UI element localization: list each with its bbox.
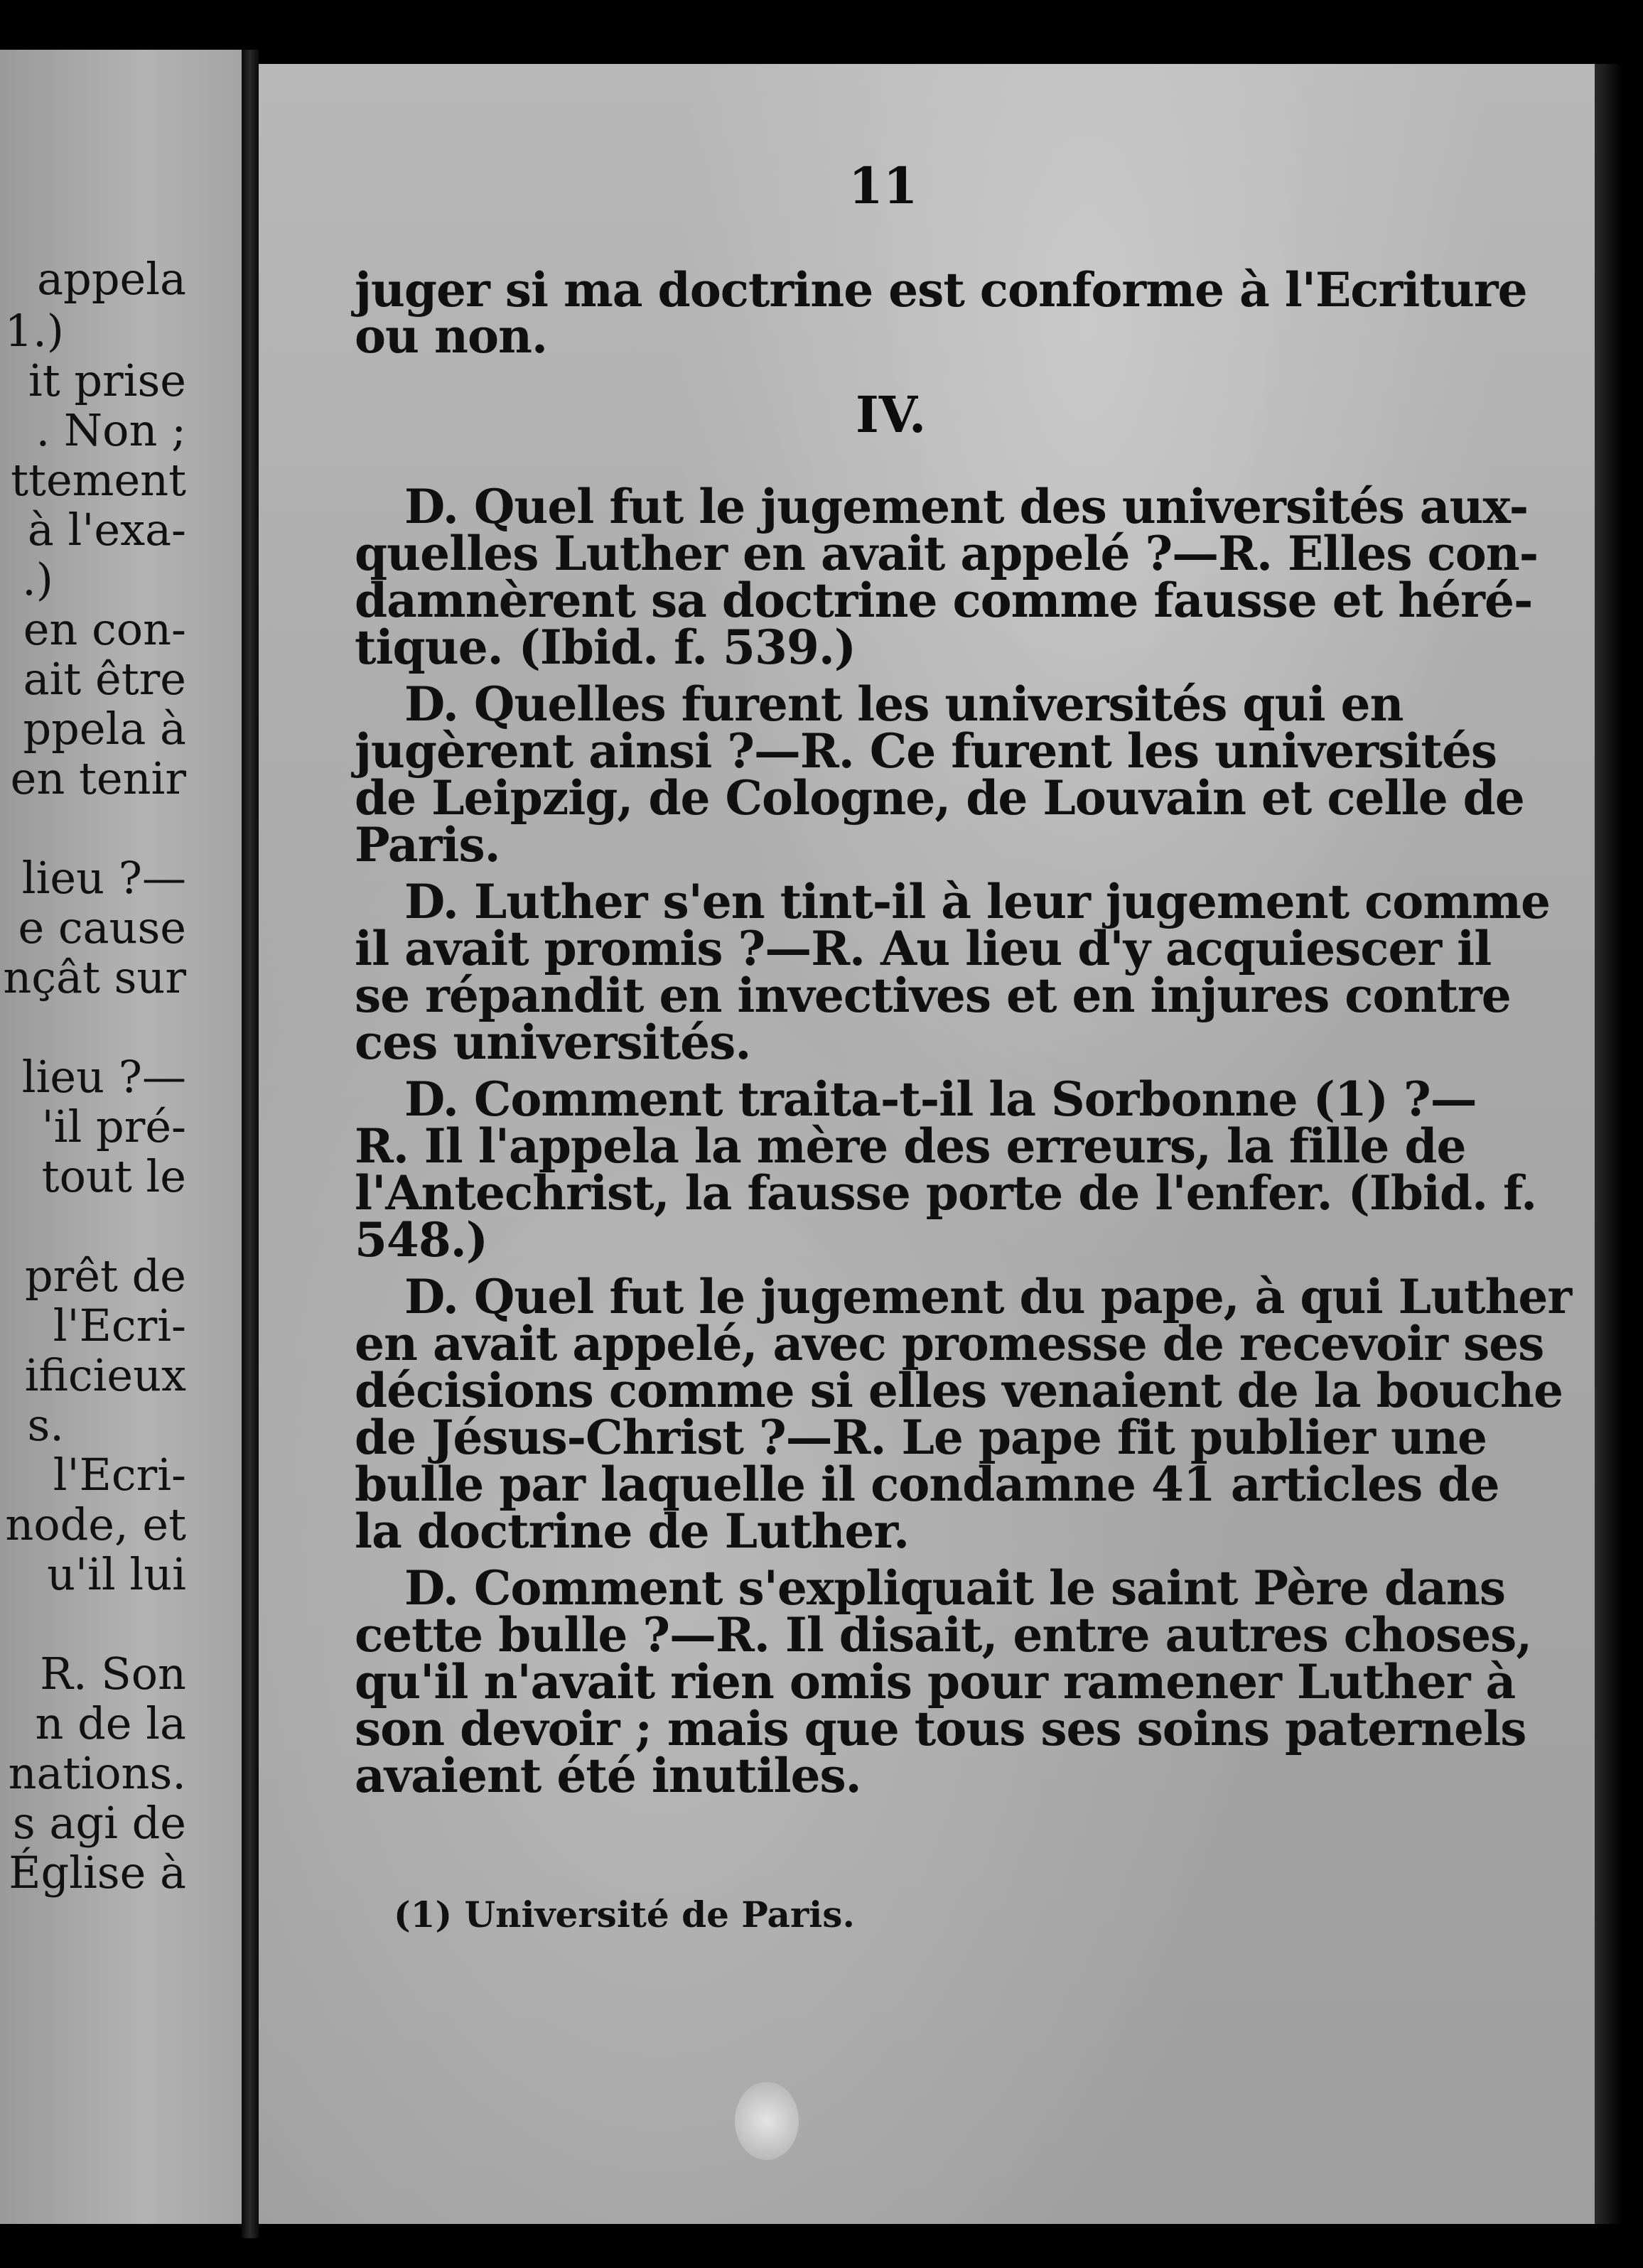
left-text-line: ificieux	[24, 1349, 186, 1401]
page-edge-shadow	[1595, 64, 1623, 2224]
left-text-line: R. Son	[40, 1648, 186, 1700]
body-line: R. Il l'appela la mère des erreurs, la fille de	[355, 1118, 1466, 1174]
left-text-line: s.	[27, 1399, 64, 1451]
left-text-line: node, et	[5, 1498, 186, 1550]
body-line: Paris.	[355, 817, 500, 873]
left-text-line: tout le	[41, 1150, 186, 1202]
body-line: 548.)	[355, 1212, 487, 1268]
footnote: (1) Université de Paris.	[394, 1894, 855, 1935]
body-line: D. Quelles furent les universités qui en	[404, 676, 1404, 732]
section-heading: IV.	[856, 385, 927, 444]
main-page	[259, 64, 1595, 2224]
left-text-line: en con-	[23, 603, 186, 655]
body-line: D. Luther s'en tint-il à leur jugement comme	[404, 874, 1550, 929]
paper-blot	[735, 2082, 799, 2160]
left-text-line: prêt de	[24, 1250, 186, 1302]
left-page-fragment	[0, 50, 242, 2224]
body-line: l'Antechrist, la fausse porte de l'enfer. (Ibid. f.	[355, 1165, 1537, 1221]
left-text-line: e cause	[18, 902, 186, 954]
left-text-line: it prise	[28, 355, 186, 406]
left-text-line: n de la	[35, 1697, 186, 1749]
left-text-line: nations.	[8, 1747, 186, 1799]
body-line: quelles Luther en avait appelé ?—R. Elles con-	[355, 526, 1539, 581]
body-line: en avait appelé, avec promesse de recevoir ses	[355, 1316, 1544, 1371]
body-line: avaient été inutiles.	[355, 1748, 861, 1803]
body-line: son devoir ; mais que tous ses soins paternels	[355, 1701, 1526, 1756]
body-line: bulle par laquelle il condamne 41 articles de	[355, 1457, 1499, 1512]
left-text-line: 'il pré-	[41, 1101, 186, 1152]
left-text-line: en tenir	[10, 752, 186, 804]
left-text-line: nçât sur	[3, 951, 186, 1003]
left-text-line: .)	[22, 554, 53, 605]
left-text-line: ait être	[23, 653, 186, 705]
body-line: tique. (Ibid. f. 539.)	[355, 620, 856, 675]
body-line: la doctrine de Luther.	[355, 1503, 910, 1559]
body-line: D. Quel fut le jugement des universités aux-	[404, 479, 1529, 534]
body-line: cette bulle ?—R. Il disait, entre autres choses,	[355, 1607, 1532, 1663]
left-text-line: . Non ;	[36, 404, 186, 456]
left-text-line: u'il lui	[47, 1548, 186, 1600]
left-text-line: lieu ?—	[21, 852, 186, 904]
body-line: décisions comme si elles venaient de la bouche	[355, 1363, 1563, 1418]
left-text-line: Église à	[9, 1847, 186, 1899]
book-binding	[242, 50, 259, 2238]
left-text-line: l'Ecri-	[53, 1449, 186, 1501]
body-line: ces universités.	[355, 1015, 751, 1070]
body-line: se répandit en invectives et en injures contre	[355, 968, 1511, 1023]
left-text-line: à l'exa-	[27, 504, 186, 556]
left-text-line: s agi de	[12, 1797, 186, 1849]
page-number: 11	[849, 156, 918, 215]
left-text-line: l'Ecri-	[53, 1300, 186, 1351]
body-line: qu'il n'avait rien omis pour ramener Luther à	[355, 1654, 1516, 1710]
left-text-line: ttement	[11, 454, 186, 506]
left-text-line: appela	[37, 253, 186, 305]
body-line: de Jésus-Christ ?—R. Le pape fit publier une	[355, 1410, 1487, 1465]
body-line: il avait promis ?—R. Au lieu d'y acquiescer il	[355, 921, 1492, 976]
left-text-line: lieu ?—	[21, 1051, 186, 1103]
left-text-line: 1.)	[4, 305, 64, 357]
body-line: D. Comment traita-t-il la Sorbonne (1) ?—	[404, 1071, 1477, 1127]
body-line: D. Quel fut le jugement du pape, à qui Luther	[404, 1269, 1572, 1324]
body-line: D. Comment s'expliquait le saint Père dans	[404, 1560, 1506, 1616]
left-text-line: ppela à	[23, 703, 186, 755]
intro-line: ou non.	[355, 308, 547, 364]
intro-line: juger si ma doctrine est conforme à l'Ecriture	[355, 262, 1527, 318]
body-line: damnèrent sa doctrine comme fausse et héré-	[355, 573, 1533, 628]
body-line: de Leipzig, de Cologne, de Louvain et celle de	[355, 770, 1524, 826]
body-line: jugèrent ainsi ?—R. Ce furent les universités	[355, 723, 1497, 779]
